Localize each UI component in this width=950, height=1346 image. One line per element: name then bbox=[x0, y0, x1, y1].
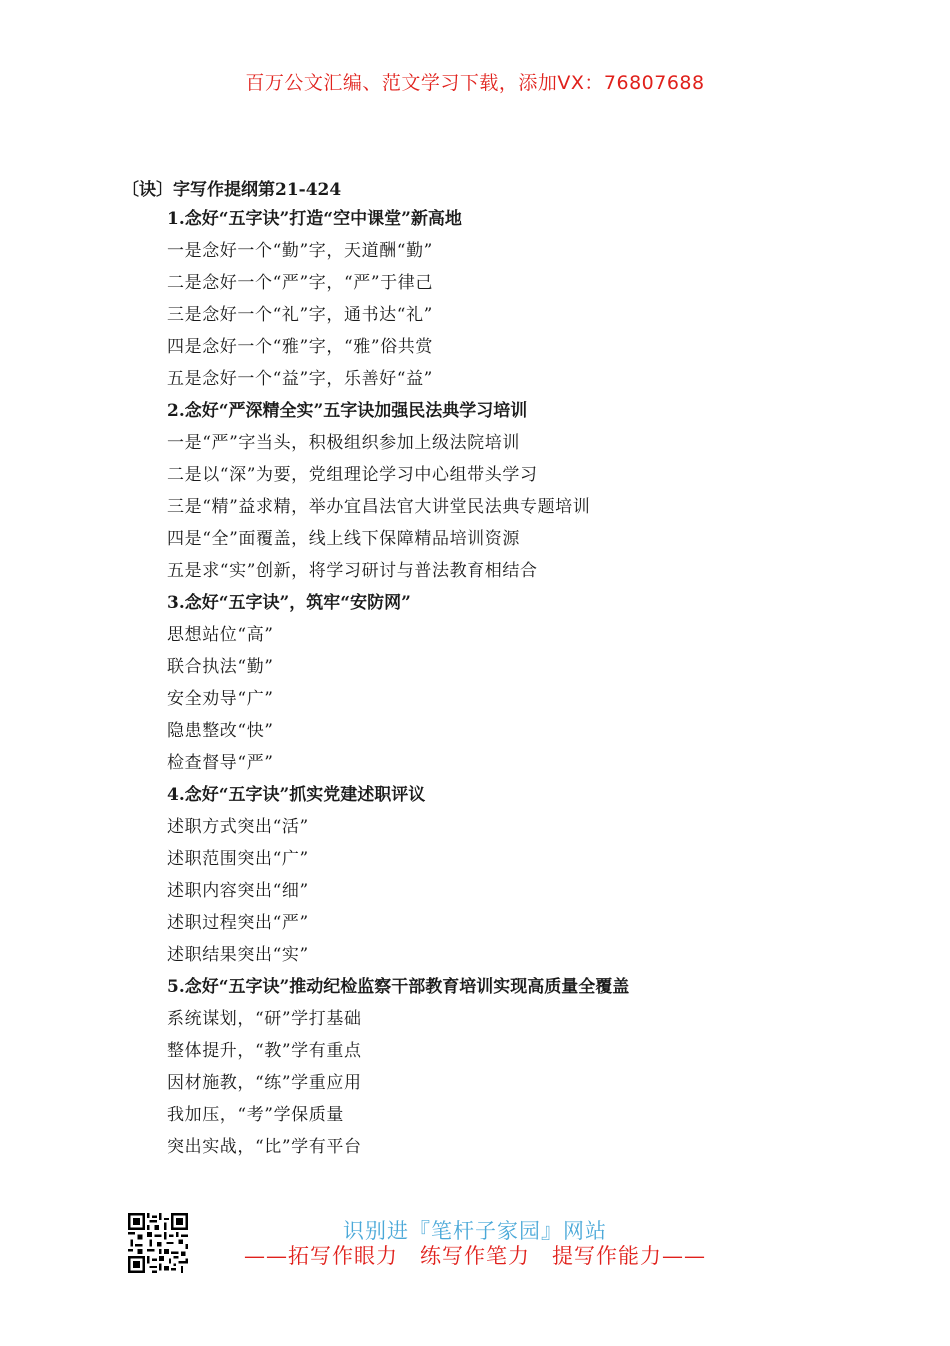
section-heading: 1.念好“五字诀”打造“空中课堂”新高地 bbox=[167, 209, 462, 229]
outline-item: 四是念好一个“雅”字，“雅”俗共赏 bbox=[167, 337, 433, 357]
outline-item: 二是以“深”为要，党组理论学习中心组带头学习 bbox=[167, 465, 538, 485]
outline-item: 述职结果突出“实” bbox=[167, 945, 309, 965]
outline-section bbox=[167, 207, 887, 399]
outline-section bbox=[167, 975, 887, 1167]
outline-item: 检查督导“严” bbox=[167, 753, 274, 773]
outline-item: 系统谋划，“研”学打基础 bbox=[167, 1009, 362, 1029]
outline-item: 突出实战，“比”学有平台 bbox=[167, 1137, 362, 1157]
section-heading: 5.念好“五字诀”推动纪检监察干部教育培训实现高质量全覆盖 bbox=[167, 977, 630, 997]
outline-item: 安全劝导“广” bbox=[167, 689, 274, 709]
outline-item: 因材施教，“练”学重应用 bbox=[167, 1073, 362, 1093]
outline-item: 三是“精”益求精，举办宜昌法官大讲堂民法典专题培训 bbox=[167, 497, 591, 517]
document-title: 〔诀〕字写作提纲第21-424 bbox=[122, 180, 342, 200]
outline-item: 五是求“实”创新，将学习研讨与普法教育相结合 bbox=[167, 561, 538, 581]
section-heading: 3.念好“五字诀”，筑牢“安防网” bbox=[167, 593, 411, 613]
outline-item: 述职范围突出“广” bbox=[167, 849, 309, 869]
section-heading: 4.念好“五字诀”抓实党建述职评议 bbox=[167, 785, 426, 805]
outline-item: 二是念好一个“严”字，“严”于律己 bbox=[167, 273, 433, 293]
outline-body bbox=[167, 207, 887, 1167]
header-banner: 百万公文汇编、范文学习下载，添加VX：76807688 bbox=[245, 72, 705, 94]
outline-item: 一是“严”字当头，积极组织参加上级法院培训 bbox=[167, 433, 520, 453]
outline-section bbox=[167, 399, 887, 591]
outline-item: 述职内容突出“细” bbox=[167, 881, 309, 901]
outline-item: 我加压，“考”学保质量 bbox=[167, 1105, 344, 1125]
section-heading: 2.念好“严深精全实”五字诀加强民法典学习培训 bbox=[167, 401, 528, 421]
site-promo-text: 识别进『笔杆子家园』网站 bbox=[343, 1219, 607, 1243]
outline-item: 一是念好一个“勤”字，天道酬“勤” bbox=[167, 241, 433, 261]
outline-item: 联合执法“勤” bbox=[167, 657, 274, 677]
outline-item: 整体提升，“教”学有重点 bbox=[167, 1041, 362, 1061]
outline-item: 述职过程突出“严” bbox=[167, 913, 309, 933]
outline-item: 三是念好一个“礼”字，通书达“礼” bbox=[167, 305, 433, 325]
outline-section bbox=[167, 591, 887, 783]
slogan-text: ——拓写作眼力 练写作笔力 提写作能力—— bbox=[244, 1244, 706, 1268]
outline-item: 五是念好一个“益”字，乐善好“益” bbox=[167, 369, 433, 389]
outline-item: 述职方式突出“活” bbox=[167, 817, 309, 837]
outline-item: 思想站位“高” bbox=[167, 625, 274, 645]
outline-section bbox=[167, 783, 887, 975]
outline-item: 四是“全”面覆盖，线上线下保障精品培训资源 bbox=[167, 529, 520, 549]
outline-item: 隐患整改“快” bbox=[167, 721, 274, 741]
